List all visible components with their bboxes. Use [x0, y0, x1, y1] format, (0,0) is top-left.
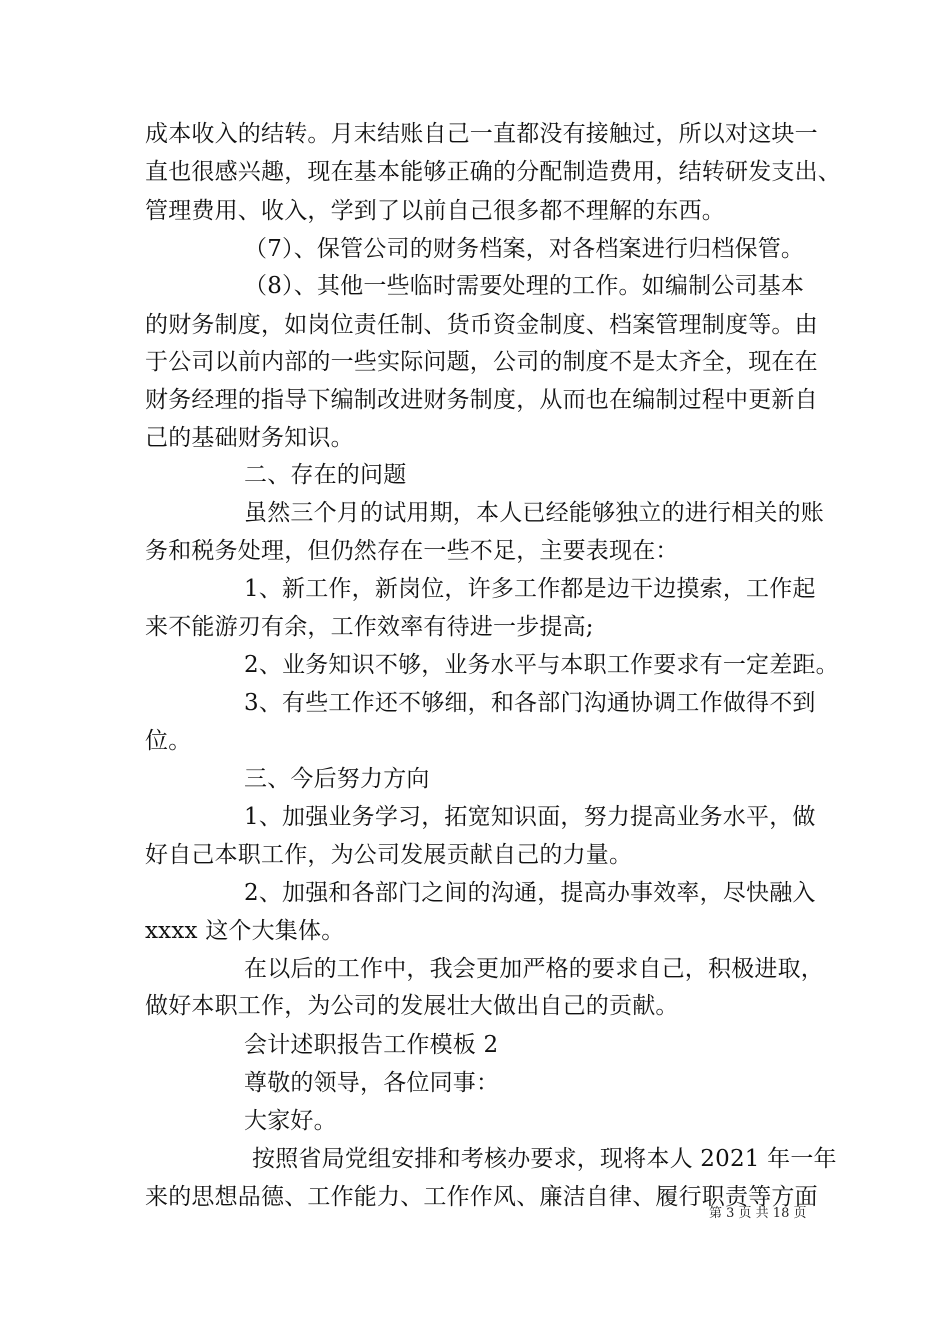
body-line: 好自己本职工作，为公司发展贡献自己的力量。 — [145, 842, 633, 868]
body-line: 尊敬的领导，各位同事： — [244, 1070, 500, 1096]
body-line: 己的基础财务知识。 — [145, 425, 354, 451]
page-number-footer: 第 3 页 共 18 页 — [709, 1206, 807, 1221]
body-line: 2、加强和各部门之间的沟通，提高办事效率，尽快融入 — [244, 880, 816, 906]
body-line: 1、新工作，新岗位，许多工作都是边干边摸索，工作起 — [244, 576, 816, 602]
body-line: 按照省局党组安排和考核办要求，现将本人 2021 年一年 — [252, 1146, 837, 1172]
body-line: 来不能游刃有余，工作效率有待进一步提高; — [145, 614, 594, 640]
body-line: 直也很感兴趣，现在基本能够正确的分配制造费用，结转研发支出、 — [145, 159, 841, 185]
body-line: 在以后的工作中，我会更加严格的要求自己，积极进取， — [244, 956, 824, 982]
body-line: 管理费用、收入，学到了以前自己很多都不理解的东西。 — [145, 198, 725, 224]
body-line: 2、业务知识不够，业务水平与本职工作要求有一定差距。 — [244, 652, 839, 678]
body-line: 于公司以前内部的一些实际问题，公司的制度不是太齐全，现在在 — [145, 349, 818, 375]
body-line: 3、有些工作还不够细，和各部门沟通协调工作做得不到 — [244, 690, 816, 716]
body-line: 做好本职工作，为公司的发展壮大做出自己的贡献。 — [145, 993, 679, 1019]
body-line: （7）、保管公司的财务档案，对各档案进行归档保管。 — [244, 236, 805, 262]
body-line: 虽然三个月的试用期，本人已经能够独立的进行相关的账 — [244, 500, 824, 526]
section-heading: 会计述职报告工作模板 2 — [244, 1032, 499, 1058]
body-line: 财务经理的指导下编制改进财务制度，从而也在编制过程中更新自 — [145, 387, 818, 413]
body-line: （8）、其他一些临时需要处理的工作。如编制公司基本 — [244, 273, 805, 299]
body-line: 来的思想品德、工作能力、工作作风、廉洁自律、履行职责等方面 — [145, 1184, 818, 1210]
body-line: 成本收入的结转。月末结账自己一直都没有接触过，所以对这块一 — [145, 121, 818, 147]
body-line: 位。 — [145, 728, 192, 754]
body-line: xxxx 这个大集体。 — [145, 918, 345, 944]
body-line: 务和税务处理，但仍然存在一些不足，主要表现在： — [145, 538, 679, 564]
body-line: 1、加强业务学习，拓宽知识面，努力提高业务水平，做 — [244, 804, 816, 830]
body-line: 大家好。 — [244, 1108, 337, 1134]
body-line: 的财务制度，如岗位责任制、货币资金制度、档案管理制度等。由 — [145, 312, 818, 338]
section-heading: 二、存在的问题 — [244, 462, 407, 488]
section-heading: 三、今后努力方向 — [244, 766, 430, 792]
